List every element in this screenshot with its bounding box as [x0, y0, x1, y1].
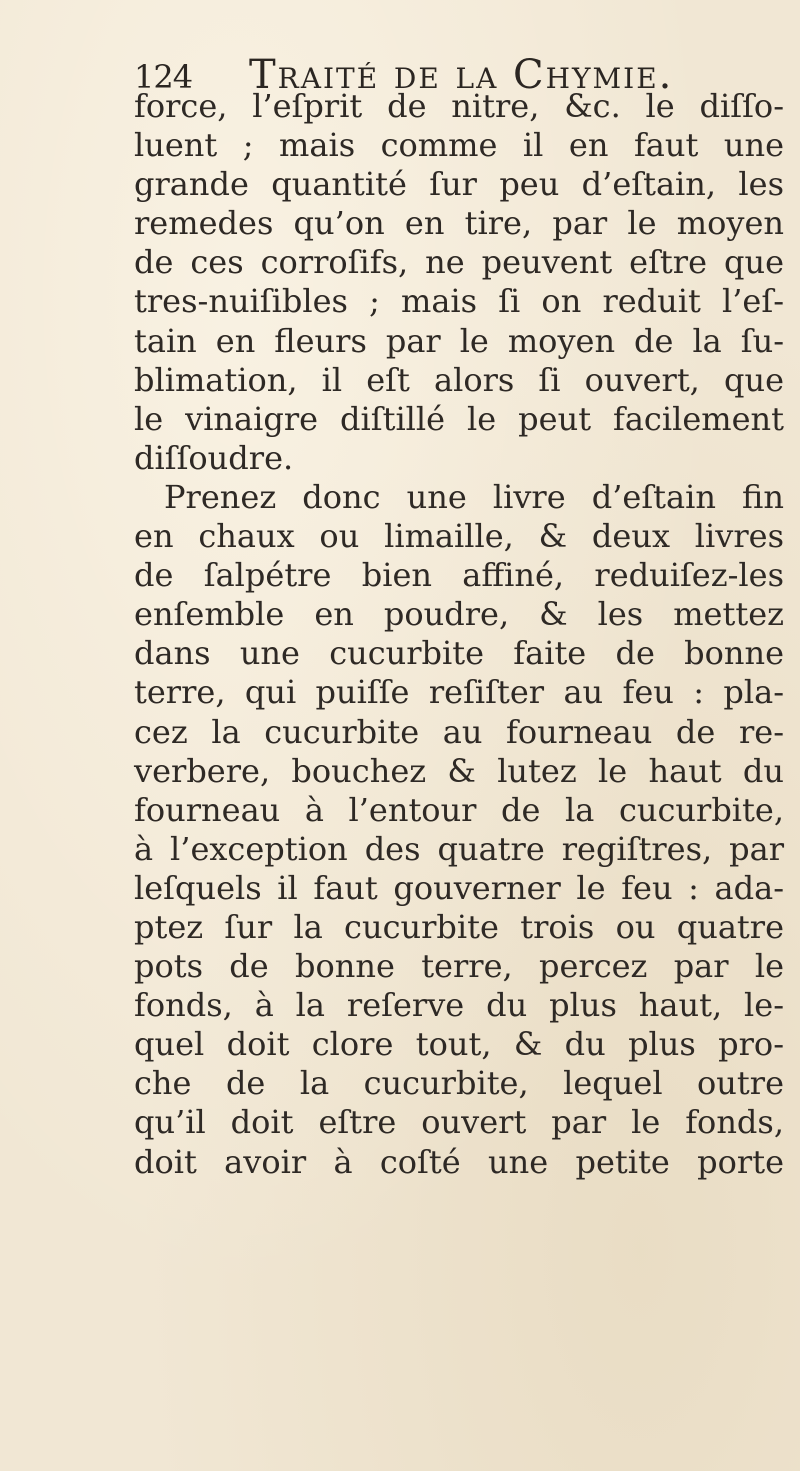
body-text: [134, 87, 784, 1182]
text-line: doit avoir à coſté une petite porte: [134, 1142, 784, 1181]
text-line: qu’il doit eſtre ouvert par le fonds,: [134, 1103, 784, 1142]
paragraph-1: [134, 87, 784, 478]
text-line: verbere, bouchez & lutez le haut du: [134, 751, 784, 790]
text-line: quel doit clore tout, & du plus pro-: [134, 1025, 784, 1064]
text-line: grande quantité ſur peu d’eſtain, les: [134, 165, 784, 204]
text-line: fonds, à la reſerve du plus haut, le-: [134, 986, 784, 1025]
running-title: Traité de la Chymie.: [249, 52, 674, 98]
text-line: leſquels il faut gouverner le feu : ada-: [134, 868, 784, 907]
text-line: fourneau à l’entour de la cucurbite,: [134, 790, 784, 829]
text-line: à l’exception des quatre regiſtres, par: [134, 829, 784, 868]
text-line: tres-nuiſibles ; mais ſi on reduit l’eſ-: [134, 282, 784, 321]
text-line: luent ; mais comme il en faut une: [134, 126, 784, 165]
text-line: diſſoudre.: [134, 438, 294, 477]
text-line: tain en fleurs par le moyen de la ſu-: [134, 321, 784, 360]
text-line: dans une cucurbite faite de bonne: [134, 634, 784, 673]
text-line: de ſalpétre bien affiné, reduiſez-les: [134, 556, 784, 595]
text-line: Prenez donc une livre d’eſtain fin: [164, 477, 784, 516]
text-line: pots de bonne terre, percez par le: [134, 947, 784, 986]
paragraph-2: [134, 478, 784, 1182]
text-line: force, l’eſprit de nitre, &c. le diſſo-: [134, 87, 784, 125]
text-line: de ces corroſifs, ne peuvent eſtre que: [134, 243, 784, 282]
text-line: ptez ſur la cucurbite trois ou quatre: [134, 907, 784, 946]
text-line: che de la cucurbite, lequel outre: [134, 1064, 784, 1103]
text-line: remedes qu’on en tire, par le moyen: [134, 204, 784, 243]
text-line: terre, qui puiſſe reſiſter au feu : pla-: [134, 673, 784, 712]
text-line: enſemble en poudre, & les mettez: [134, 595, 784, 634]
page-number: 124: [134, 58, 193, 96]
text-line: blimation, il eſt alors ſi ouvert, que: [134, 360, 784, 399]
text-line: le vinaigre diſtillé le peut facilement: [134, 399, 784, 438]
text-line: en chaux ou limaille, & deux livres: [134, 517, 784, 556]
text-line: cez la cucurbite au fourneau de re-: [134, 712, 784, 751]
